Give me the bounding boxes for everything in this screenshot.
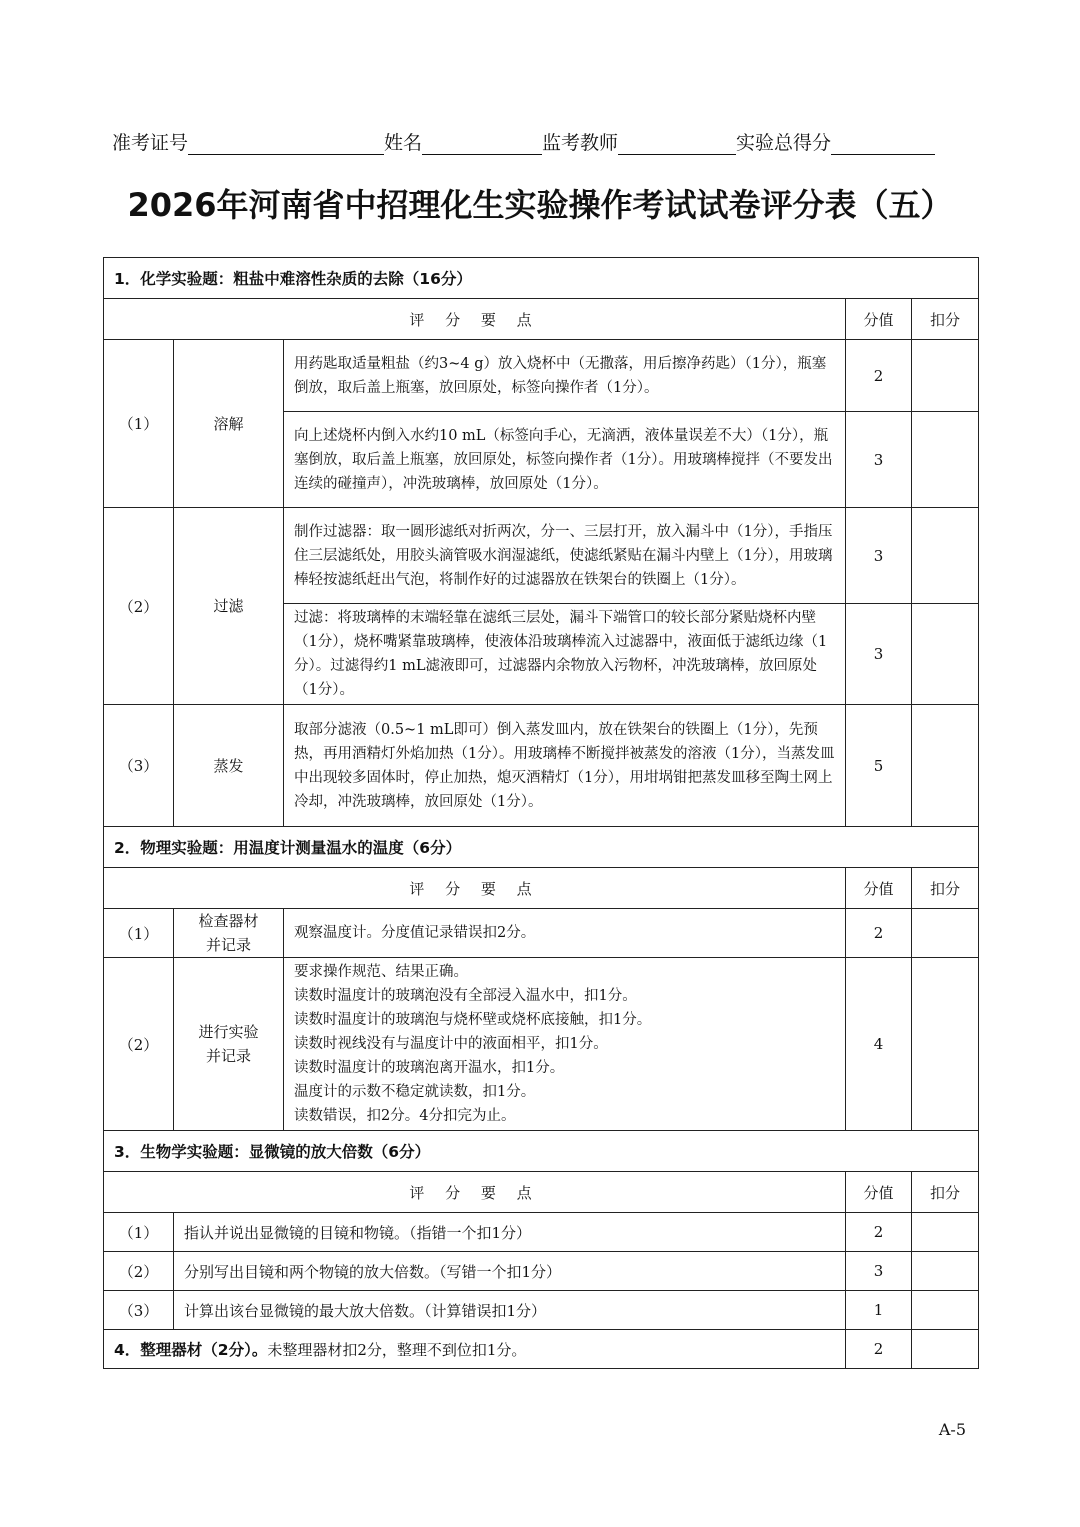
- points-header: 分值: [846, 1172, 912, 1213]
- deduction-cell[interactable]: [912, 604, 979, 705]
- points-value: 3: [846, 1252, 912, 1291]
- criterion-line: 读数时视线没有与温度计中的液面相平，扣1分。: [294, 1036, 608, 1052]
- total-score-field[interactable]: [831, 134, 935, 155]
- criterion-text: 计算出该台显微镜的最大放大倍数。（计算错误扣1分）: [174, 1291, 846, 1330]
- step-name-line: 检查器材: [198, 912, 259, 930]
- step-name-line: 并记录: [205, 1047, 251, 1065]
- criterion-text: 过滤：将玻璃棒的末端轻靠在滤纸三层处，漏斗下端管口的较长部分紧贴烧杯内壁（1分），烧杯嘴紧靠玻璃棒，使液体沿玻璃棒流入过滤器中，液面低于滤纸边缘（1分）。过滤得约1 mL滤液即可，过滤器内余物放入污物杯，冲洗玻璃棒，放回原处（1分）。: [284, 604, 846, 705]
- step-name: 溶解: [174, 340, 284, 508]
- section-4-row: [104, 1330, 846, 1369]
- name-label: 姓名: [384, 132, 423, 154]
- page-number: A-5: [938, 1420, 966, 1439]
- step-name: 过滤: [174, 508, 284, 705]
- step-name-line: 并记录: [205, 936, 251, 954]
- criterion-line: 读数错误，扣2分。4分扣完为止。: [294, 1108, 516, 1124]
- points-header: 分值: [846, 299, 912, 340]
- deduction-cell[interactable]: [912, 1213, 979, 1252]
- step-name-line: 进行实验: [198, 1023, 259, 1041]
- deduction-cell[interactable]: [912, 340, 979, 412]
- deduction-cell[interactable]: [912, 1291, 979, 1330]
- deduction-cell[interactable]: [912, 1330, 979, 1369]
- criteria-header: 评 分 要 点: [104, 868, 846, 909]
- criterion-line: 温度计的示数不稳定就读数，扣1分。: [294, 1084, 536, 1100]
- step-index: （1）: [104, 909, 174, 958]
- points-value: 2: [846, 909, 912, 958]
- section-2-title: 2．物理实验题：用温度计测量温水的温度（6分）: [104, 827, 979, 868]
- criterion-text: 用药匙取适量粗盐（约3~4 g）放入烧杯中（无撒落，用后擦净药匙）（1分），瓶塞倒放，取后盖上瓶塞，放回原处，标签向操作者（1分）。: [284, 340, 846, 412]
- step-name: [174, 958, 284, 1131]
- section-3-title: 3．生物学实验题：显微镜的放大倍数（6分）: [104, 1131, 979, 1172]
- deduct-header: 扣分: [912, 1172, 979, 1213]
- points-value: 3: [846, 412, 912, 508]
- step-index: （2）: [104, 958, 174, 1131]
- page-title: 2026年河南省中招理化生实验操作考试试卷评分表（五）: [127, 186, 953, 224]
- step-index: （1）: [104, 340, 174, 508]
- candidate-info-line: [112, 128, 978, 155]
- criterion-line: 要求操作规范、结果正确。: [294, 964, 468, 980]
- item-index: （1）: [104, 1213, 174, 1252]
- deduction-cell[interactable]: [912, 909, 979, 958]
- points-header: 分值: [846, 868, 912, 909]
- step-index: （3）: [104, 705, 174, 827]
- exam-id-label: 准考证号: [112, 132, 189, 154]
- points-value: 1: [846, 1291, 912, 1330]
- deduction-cell[interactable]: [912, 508, 979, 604]
- points-value: 3: [846, 508, 912, 604]
- section-4-text: 未整理器材扣2分，整理不到位扣1分。: [267, 1341, 527, 1359]
- criterion-line: 读数时温度计的玻璃泡与烧杯壁或烧杯底接触，扣1分。: [294, 1012, 652, 1028]
- scoring-table: [103, 257, 979, 1369]
- deduction-cell[interactable]: [912, 958, 979, 1131]
- criterion-line: 读数时温度计的玻璃泡离开温水，扣1分。: [294, 1060, 565, 1076]
- deduction-cell[interactable]: [912, 1252, 979, 1291]
- step-name: [174, 909, 284, 958]
- criterion-text: 分别写出目镜和两个物镜的放大倍数。（写错一个扣1分）: [174, 1252, 846, 1291]
- section-4-title: 4．整理器材（2分）。: [114, 1341, 268, 1359]
- points-value: 4: [846, 958, 912, 1131]
- proctor-field[interactable]: [618, 134, 736, 155]
- criterion-list: [284, 958, 846, 1131]
- section-1-title: 1．化学实验题：粗盐中难溶性杂质的去除（16分）: [104, 258, 979, 299]
- points-value: 5: [846, 705, 912, 827]
- criterion-line: 读数时温度计的玻璃泡没有全部浸入温水中，扣1分。: [294, 988, 637, 1004]
- criterion-text: 指认并说出显微镜的目镜和物镜。（指错一个扣1分）: [174, 1213, 846, 1252]
- total-score-label: 实验总得分: [736, 132, 832, 154]
- criteria-header: 评 分 要 点: [104, 1172, 846, 1213]
- step-index: （2）: [104, 508, 174, 705]
- criterion-text: 取部分滤液（0.5~1 mL即可）倒入蒸发皿内，放在铁架台的铁圈上（1分），先预热，再用酒精灯外焰加热（1分）。用玻璃棒不断搅拌被蒸发的溶液（1分），当蒸发皿中出现较多固体时，停止加热，熄灭酒精灯（1分），用坩埚钳把蒸发皿移至陶土网上冷却，冲洗玻璃棒，放回原处（1分）。: [284, 705, 846, 827]
- points-value: 2: [846, 340, 912, 412]
- name-field[interactable]: [422, 134, 542, 155]
- criterion-text: 向上述烧杯内倒入水约10 mL（标签向手心，无滴洒，液体量误差不大）（1分），瓶塞倒放，取后盖上瓶塞，放回原处，标签向操作者（1分）。用玻璃棒搅拌（不要发出连续的碰撞声），冲洗玻璃棒，放回原处（1分）。: [284, 412, 846, 508]
- points-value: 2: [846, 1213, 912, 1252]
- proctor-label: 监考教师: [542, 132, 619, 154]
- criterion-text: 制作过滤器：取一圆形滤纸对折两次，分一、三层打开，放入漏斗中（1分），手指压住三层滤纸处，用胶头滴管吸水润湿滤纸，使滤纸紧贴在漏斗内壁上（1分），用玻璃棒轻按滤纸赶出气泡，将制作好的过滤器放在铁架台的铁圈上（1分）。: [284, 508, 846, 604]
- deduction-cell[interactable]: [912, 412, 979, 508]
- points-value: 2: [846, 1330, 912, 1369]
- criteria-header: 评 分 要 点: [104, 299, 846, 340]
- points-value: 3: [846, 604, 912, 705]
- deduction-cell[interactable]: [912, 705, 979, 827]
- criterion-text: 观察温度计。分度值记录错误扣2分。: [284, 909, 846, 958]
- step-name: 蒸发: [174, 705, 284, 827]
- item-index: （3）: [104, 1291, 174, 1330]
- deduct-header: 扣分: [912, 299, 979, 340]
- deduct-header: 扣分: [912, 868, 979, 909]
- item-index: （2）: [104, 1252, 174, 1291]
- exam-id-field[interactable]: [188, 134, 384, 155]
